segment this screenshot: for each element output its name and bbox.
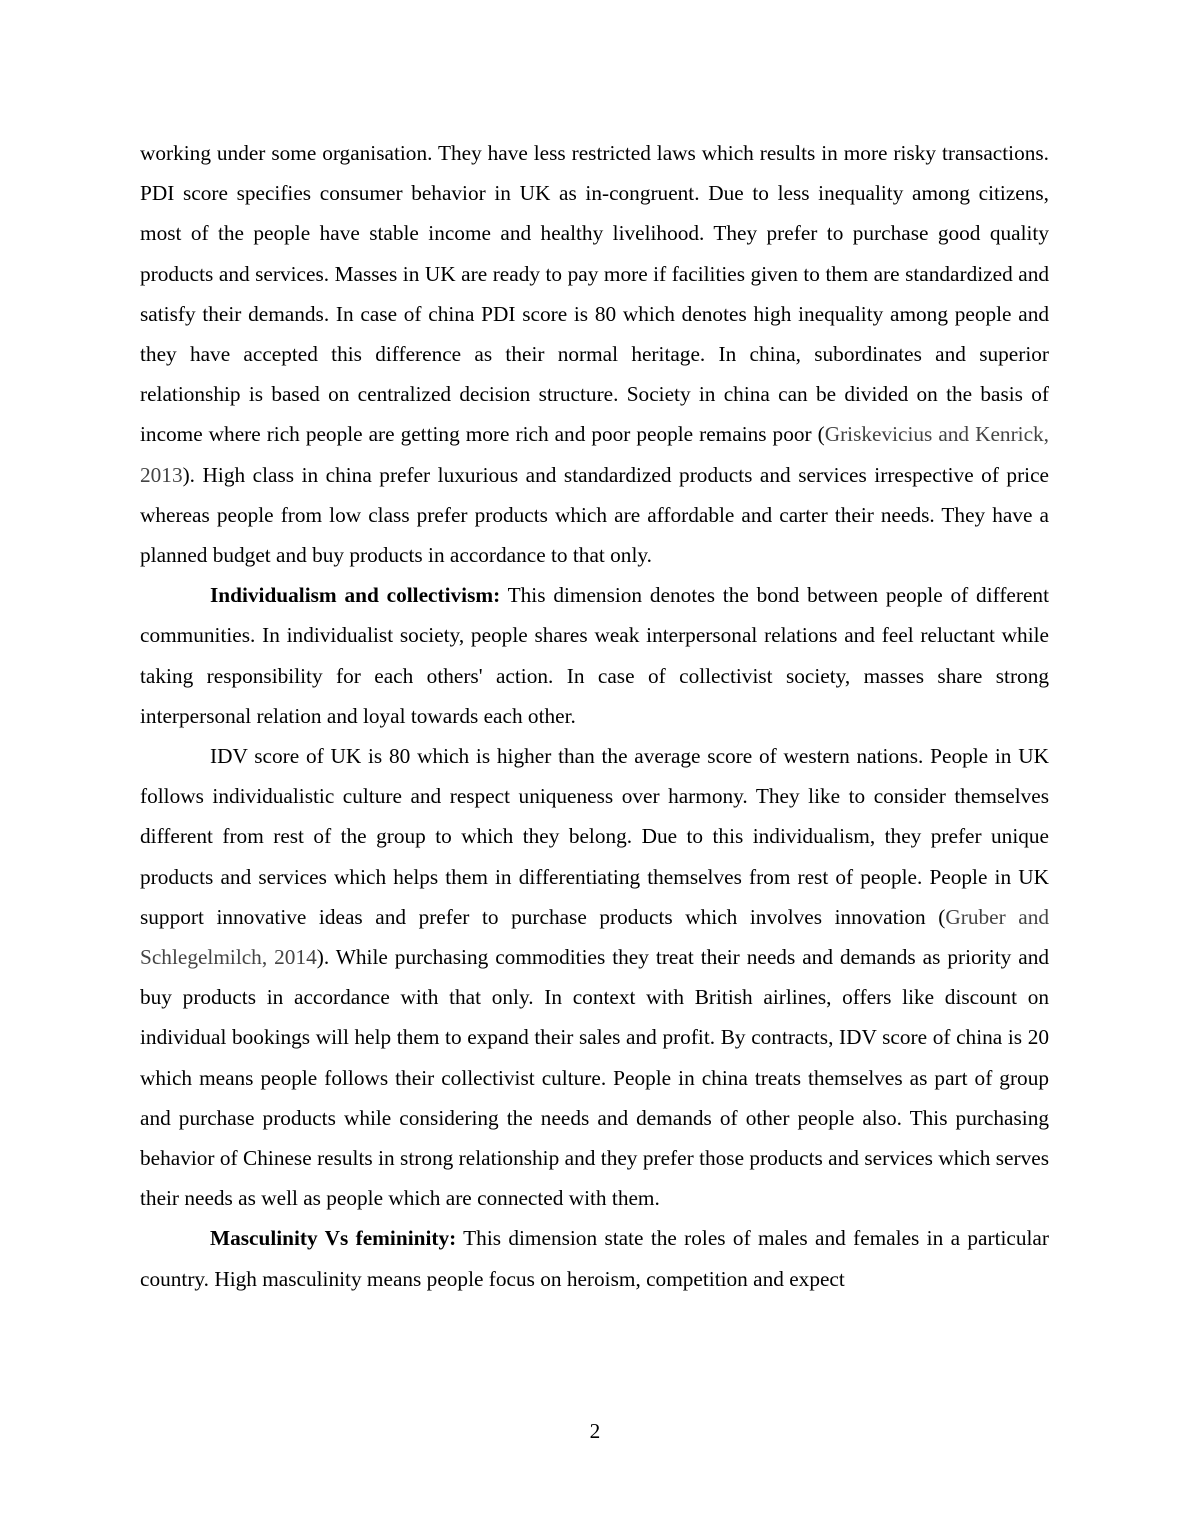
paragraph-text: ). High class in china prefer luxurious and standardized products and services irrespective of price whereas people from low class prefer products which are affordable and carter their needs. They have a planned budget and buy products in accordance to that only. (140, 462, 1049, 568)
paragraph-masculinity (140, 1218, 1049, 1298)
paragraph-text: IDV score of UK is 80 which is higher than the average score of western nations. People in UK follows individualistic culture and respect uniqueness over harmony. They like to consider themselves different from rest of the group to which they belong. Due to this individualism, they prefer unique products and services which helps them in differentiating themselves from rest of people. People in UK support innovative ideas and prefer to purchase products which involves innovation ( (140, 744, 1049, 929)
section-heading-masculinity: Masculinity Vs femininity: (210, 1226, 457, 1251)
paragraph-individualism (140, 575, 1049, 736)
citation: Griskevicius and Kenrick, 2013 (140, 422, 1049, 487)
paragraph-idv-score (140, 736, 1049, 1218)
section-heading-individualism: Individualism and collectivism: (210, 583, 501, 608)
page-number: 2 (589, 1419, 601, 1443)
paragraph-text: This dimension denotes the bond between people of different communities. In individualist society, people shares weak interpersonal relations and feel reluctant while taking responsibility for each others' action. In case of collectivist society, masses share strong interpersonal relation and loyal towards each other. (140, 583, 1049, 728)
paragraph-text: working under some organisation. They have less restricted laws which results in more risky transactions. PDI score specifies consumer behavior in UK as in-congruent. Due to less inequality among citizens, most of the people have stable income and healthy livelihood. They prefer to purchase good quality products and services. Masses in UK are ready to pay more if facilities given to them are standardized and satisfy their demands. In case of china PDI score is 80 which denotes high inequality among people and they have accepted this difference as their normal heritage. In china, subordinates and superior relationship is based on centralized decision structure. Society in china can be divided on the basis of income where rich people are getting more rich and poor people remains poor ( (140, 141, 1049, 447)
paragraph-text: ). While purchasing commodities they treat their needs and demands as priority and buy products in accordance with that only. In context with British airlines, offers like discount on individual bookings will help them to expand their sales and profit. By contracts, IDV score of china is 20 which means people follows their collectivist culture. People in china treats themselves as part of group and purchase products while considering the needs and demands of other people also. This purchasing behavior of Chinese results in strong relationship and they prefer those products and services which serves their needs as well as people which are connected with them. (140, 945, 1050, 1211)
paragraph-pdi-continuation (140, 133, 1049, 575)
citation: Gruber and Schlegelmilch, 2014 (140, 904, 1050, 970)
paragraph-text: This dimension state the roles of males and females in a particular country. High masculinity means people focus on heroism, competition and expect (140, 1226, 1049, 1291)
body-text (140, 133, 1049, 1299)
